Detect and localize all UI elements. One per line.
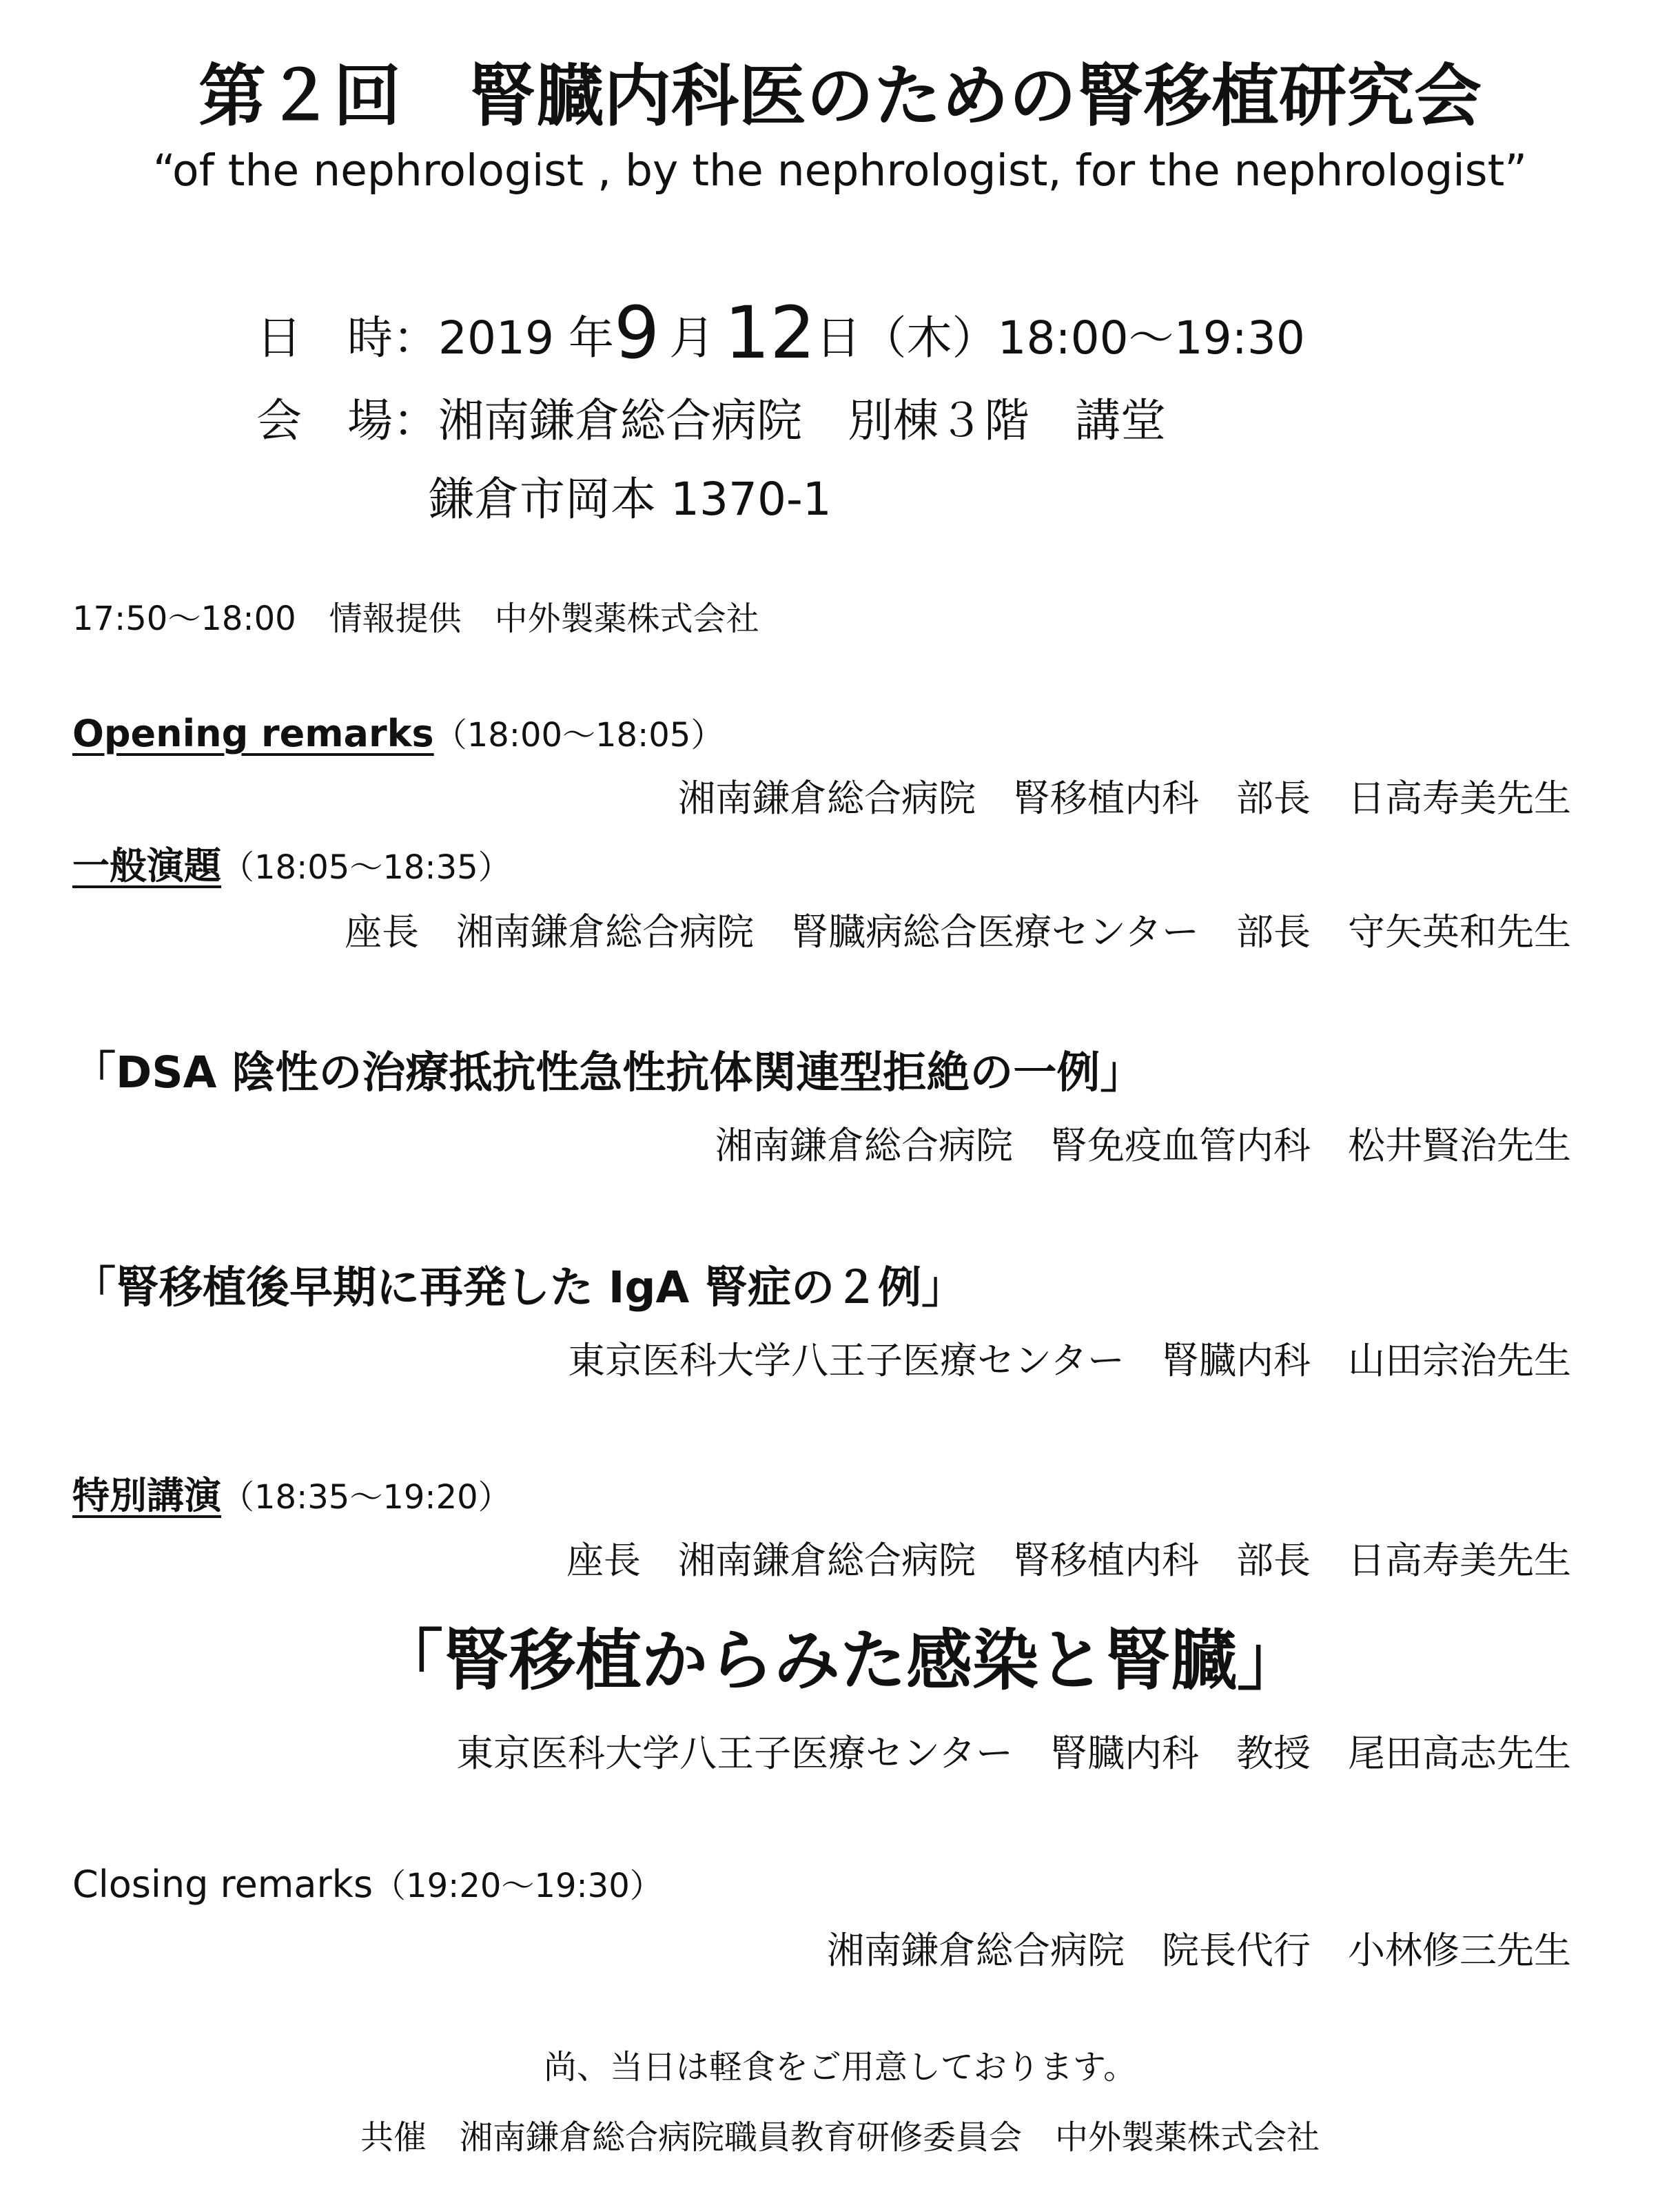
talk-title-2: 「腎移植後早期に再発した IgA 腎症の２例」 [72, 1262, 965, 1313]
opening-time: （18:00～18:05） [433, 716, 724, 755]
page-subtitle: “of the nephrologist , by the nephrologist, for the nephrologist” [153, 145, 1527, 196]
page-title: 第２回 腎臓内科医のための腎移植研究会 [198, 57, 1482, 136]
venue-name: 湘南鎌倉総合病院 別棟３階 講堂 [438, 394, 1166, 447]
general-time: （18:05～18:35） [221, 848, 511, 887]
closing-speaker: 湘南鎌倉総合病院 院長代行 小林修三先生 [827, 1929, 1571, 1972]
date-rest: 日（木）18:00～19:30 [815, 311, 1305, 365]
venue-label: 会 場： [256, 394, 438, 447]
date-month: 9 [613, 291, 660, 375]
special-speaker: 東京医科大学八王子医療センター 腎臓内科 教授 尾田高志先生 [456, 1732, 1571, 1775]
event-venue [256, 390, 1166, 452]
special-chair: 座長 湘南鎌倉総合病院 腎移植内科 部長 日高寿美先生 [566, 1539, 1571, 1582]
general-chair: 座長 湘南鎌倉総合病院 腎臓病総合医療センター 部長 守矢英和先生 [345, 910, 1571, 954]
date-label: 日 時： [256, 311, 438, 365]
footer-sponsors: 共催 湘南鎌倉総合病院職員教育研修委員会 中外製薬株式会社 [360, 2118, 1320, 2157]
closing-time: （19:20～19:30） [373, 1867, 663, 1905]
special-time: （18:35～19:20） [221, 1478, 511, 1517]
event-date [256, 291, 1305, 375]
special-label: 特別講演 [72, 1474, 221, 1517]
date-year: 2019 年 [438, 311, 614, 365]
footer-note: 尚、当日は軽食をご用意しております。 [543, 2048, 1137, 2086]
general-heading [72, 842, 511, 892]
talk-speaker-2: 東京医科大学八王子医療センター 腎臓内科 山田宗治先生 [568, 1339, 1571, 1382]
opening-label: Opening remarks [72, 712, 434, 755]
closing-heading [72, 1860, 663, 1910]
date-day: 12 [724, 291, 816, 375]
talk-title-1: 「DSA 陰性の治療抵抗性急性抗体関連型拒絶の一例」 [72, 1047, 1144, 1098]
closing-label: Closing remarks [72, 1863, 373, 1906]
opening-heading [72, 710, 724, 759]
date-month-unit: 月 [669, 311, 715, 365]
info-provision: 17:50～18:00 情報提供 中外製薬株式会社 [72, 599, 759, 638]
venue-address: 鎌倉市岡本 1370-1 [429, 473, 832, 526]
general-label: 一般演題 [72, 844, 221, 888]
special-title: 「腎移植からみた感染と腎臓」 [377, 1622, 1303, 1699]
special-heading [72, 1472, 511, 1521]
opening-speaker: 湘南鎌倉総合病院 腎移植内科 部長 日高寿美先生 [678, 777, 1571, 820]
talk-speaker-1: 湘南鎌倉総合病院 腎免疫血管内科 松井賢治先生 [715, 1124, 1571, 1167]
